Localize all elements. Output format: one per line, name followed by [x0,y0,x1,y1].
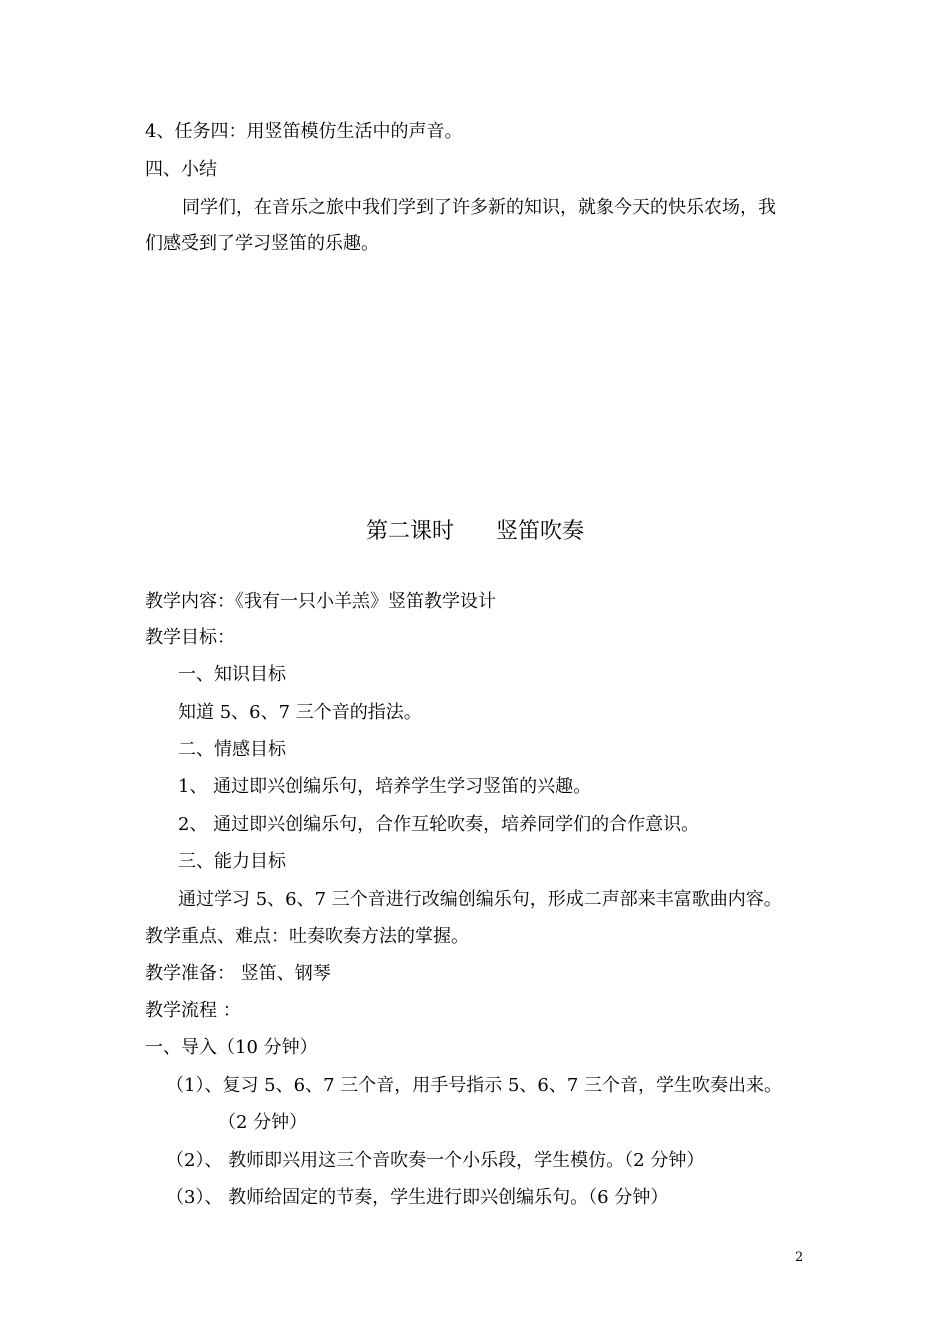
intro-heading: 一、导入（10 分钟） [145,1037,318,1058]
emotional-goal-heading: 二、情感目标 [178,739,286,760]
summary-paragraph-line-1: 同学们，在音乐之旅中我们学到了许多新的知识，就象今天的快乐农场，我 [182,197,776,218]
summary-heading: 四、小结 [145,159,217,180]
ability-goal-text: 通过学习 5、6、7 三个音进行改编创编乐句，形成二声部来丰富歌曲内容。 [178,889,782,910]
teaching-goals-label: 教学目标： [145,627,235,648]
task-four-line: 4、任务四：用竖笛模仿生活中的声音。 [145,121,463,142]
ability-goal-heading: 三、能力目标 [178,851,286,872]
knowledge-goal-heading: 一、知识目标 [178,664,286,685]
emotional-goal-item-1: 1、 通过即兴创编乐句，培养学生学习竖笛的兴趣。 [178,776,592,797]
intro-step-1: （1）、复习 5、6、7 三个音，用手号指示 5、6、7 三个音，学生吹奏出来。 [166,1075,783,1096]
teaching-preparation: 教学准备： 竖笛、钢琴 [145,963,331,984]
intro-step-2: （2）、 教师即兴用这三个音吹奏一个小乐段，学生模仿。（2 分钟） [166,1150,705,1171]
emotional-goal-item-2: 2、 通过即兴创编乐句，合作互轮吹奏，培养同学们的合作意识。 [178,814,700,835]
intro-step-3: （3）、 教师给固定的节奏，学生进行即兴创编乐句。（6 分钟） [166,1187,669,1208]
teaching-process-label: 教学流程 ： [145,1000,241,1021]
summary-paragraph-line-2: 们感受到了学习竖笛的乐趣。 [145,233,379,254]
page-number: 2 [795,1250,804,1265]
lesson-title: 第二课时 竖笛吹奏 [366,519,584,544]
key-points: 教学重点、难点：吐奏吹奏方法的掌握。 [145,926,469,947]
intro-step-1-time: （2 分钟） [218,1112,308,1133]
knowledge-goal-text: 知道 5、6、7 三个音的指法。 [178,702,422,723]
teaching-content: 教学内容：《我有一只小羊羔》竖笛教学设计 [145,591,496,612]
